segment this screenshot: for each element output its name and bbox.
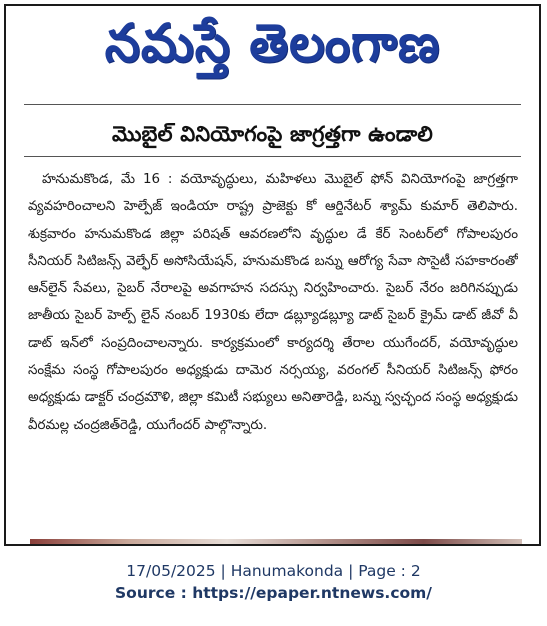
headline-top-rule [24, 104, 521, 105]
cropped-photo-strip [30, 539, 522, 544]
article-paragraph: హనుమకొండ, మే 16 : వయోవృద్ధులు, మహిళలు మొబైల్ ఫోన్ వినియోగంపై జాగ్రత్తగా వ్యవహరించాలని హెల్పేజ్ ఇండియా రాష్ట్ర ప్రాజెక్టు కో ఆర్డినేటర్ శ్యామ్ కుమార్ తెలిపారు. శుక్రవారం హనుమకొండ జిల్లా పరిషత్ ఆవరణలోని వృద్ధుల డే కేర్ సెంటర్‌లో గోపాలపురం సీనియర్ సిటిజన్స్ వెల్ఫేర్ అసోసియేషన్, హనుమకొండ బన్ను ఆరోగ్య సేవా సొసైటీ సహకారంతో ఆన్‌లైన్ సేవలు, సైబర్ నేరాలపై అవగాహన సదస్సు నిర్వహించారు. సైబర్ నేరం జరిగినప్పుడు జాతీయ సైబర్ హెల్ప్ లైన్ నంబర్ 1930కు లేదా డబ్ల్యూడబ్ల్యూ డాట్ సైబర్ క్రైమ్ డాట్ జీవో వీ డాట్ ఇన్‌లో సంప్రదించాలన్నారు. కార్యక్రమంలో కార్యదర్శి తేరాల యుగేందర్, వయోవృద్ధుల సంక్షేమ సంస్థ గోపాలపురం అధ్యక్షుడు దామెర నర్సయ్య, వరంగల్ సీనియర్ సిటిజన్స్ ఫోరం అధ్యక్షుడు డాక్టర్ చంద్రమౌళి, జిల్లా కమిటీ సభ్యులు అనితారెడ్డి, బన్ను స్వచ్ఛంద సంస్థ అధ్యక్షుడు వీరమల్ల చంద్రజిత్‌రెడ్డి, యుగేందర్ పాల్గొన్నారు. [28, 172, 518, 433]
article-body [28, 166, 518, 531]
footer-source: Source : https://epaper.ntnews.com/ [115, 584, 432, 602]
article-headline: మొబైల్ వినియోగంపై జాగ్రత్తగా ఉండాలి [111, 122, 433, 146]
headline-bottom-rule [24, 156, 521, 157]
article-clipping-frame [4, 4, 541, 546]
newspaper-masthead [6, 10, 539, 76]
masthead-title: నమస్తే తెలంగాణ [104, 12, 441, 74]
clipping-footer [0, 560, 547, 604]
footer-dateline: 17/05/2025 | Hanumakonda | Page : 2 [126, 562, 421, 580]
